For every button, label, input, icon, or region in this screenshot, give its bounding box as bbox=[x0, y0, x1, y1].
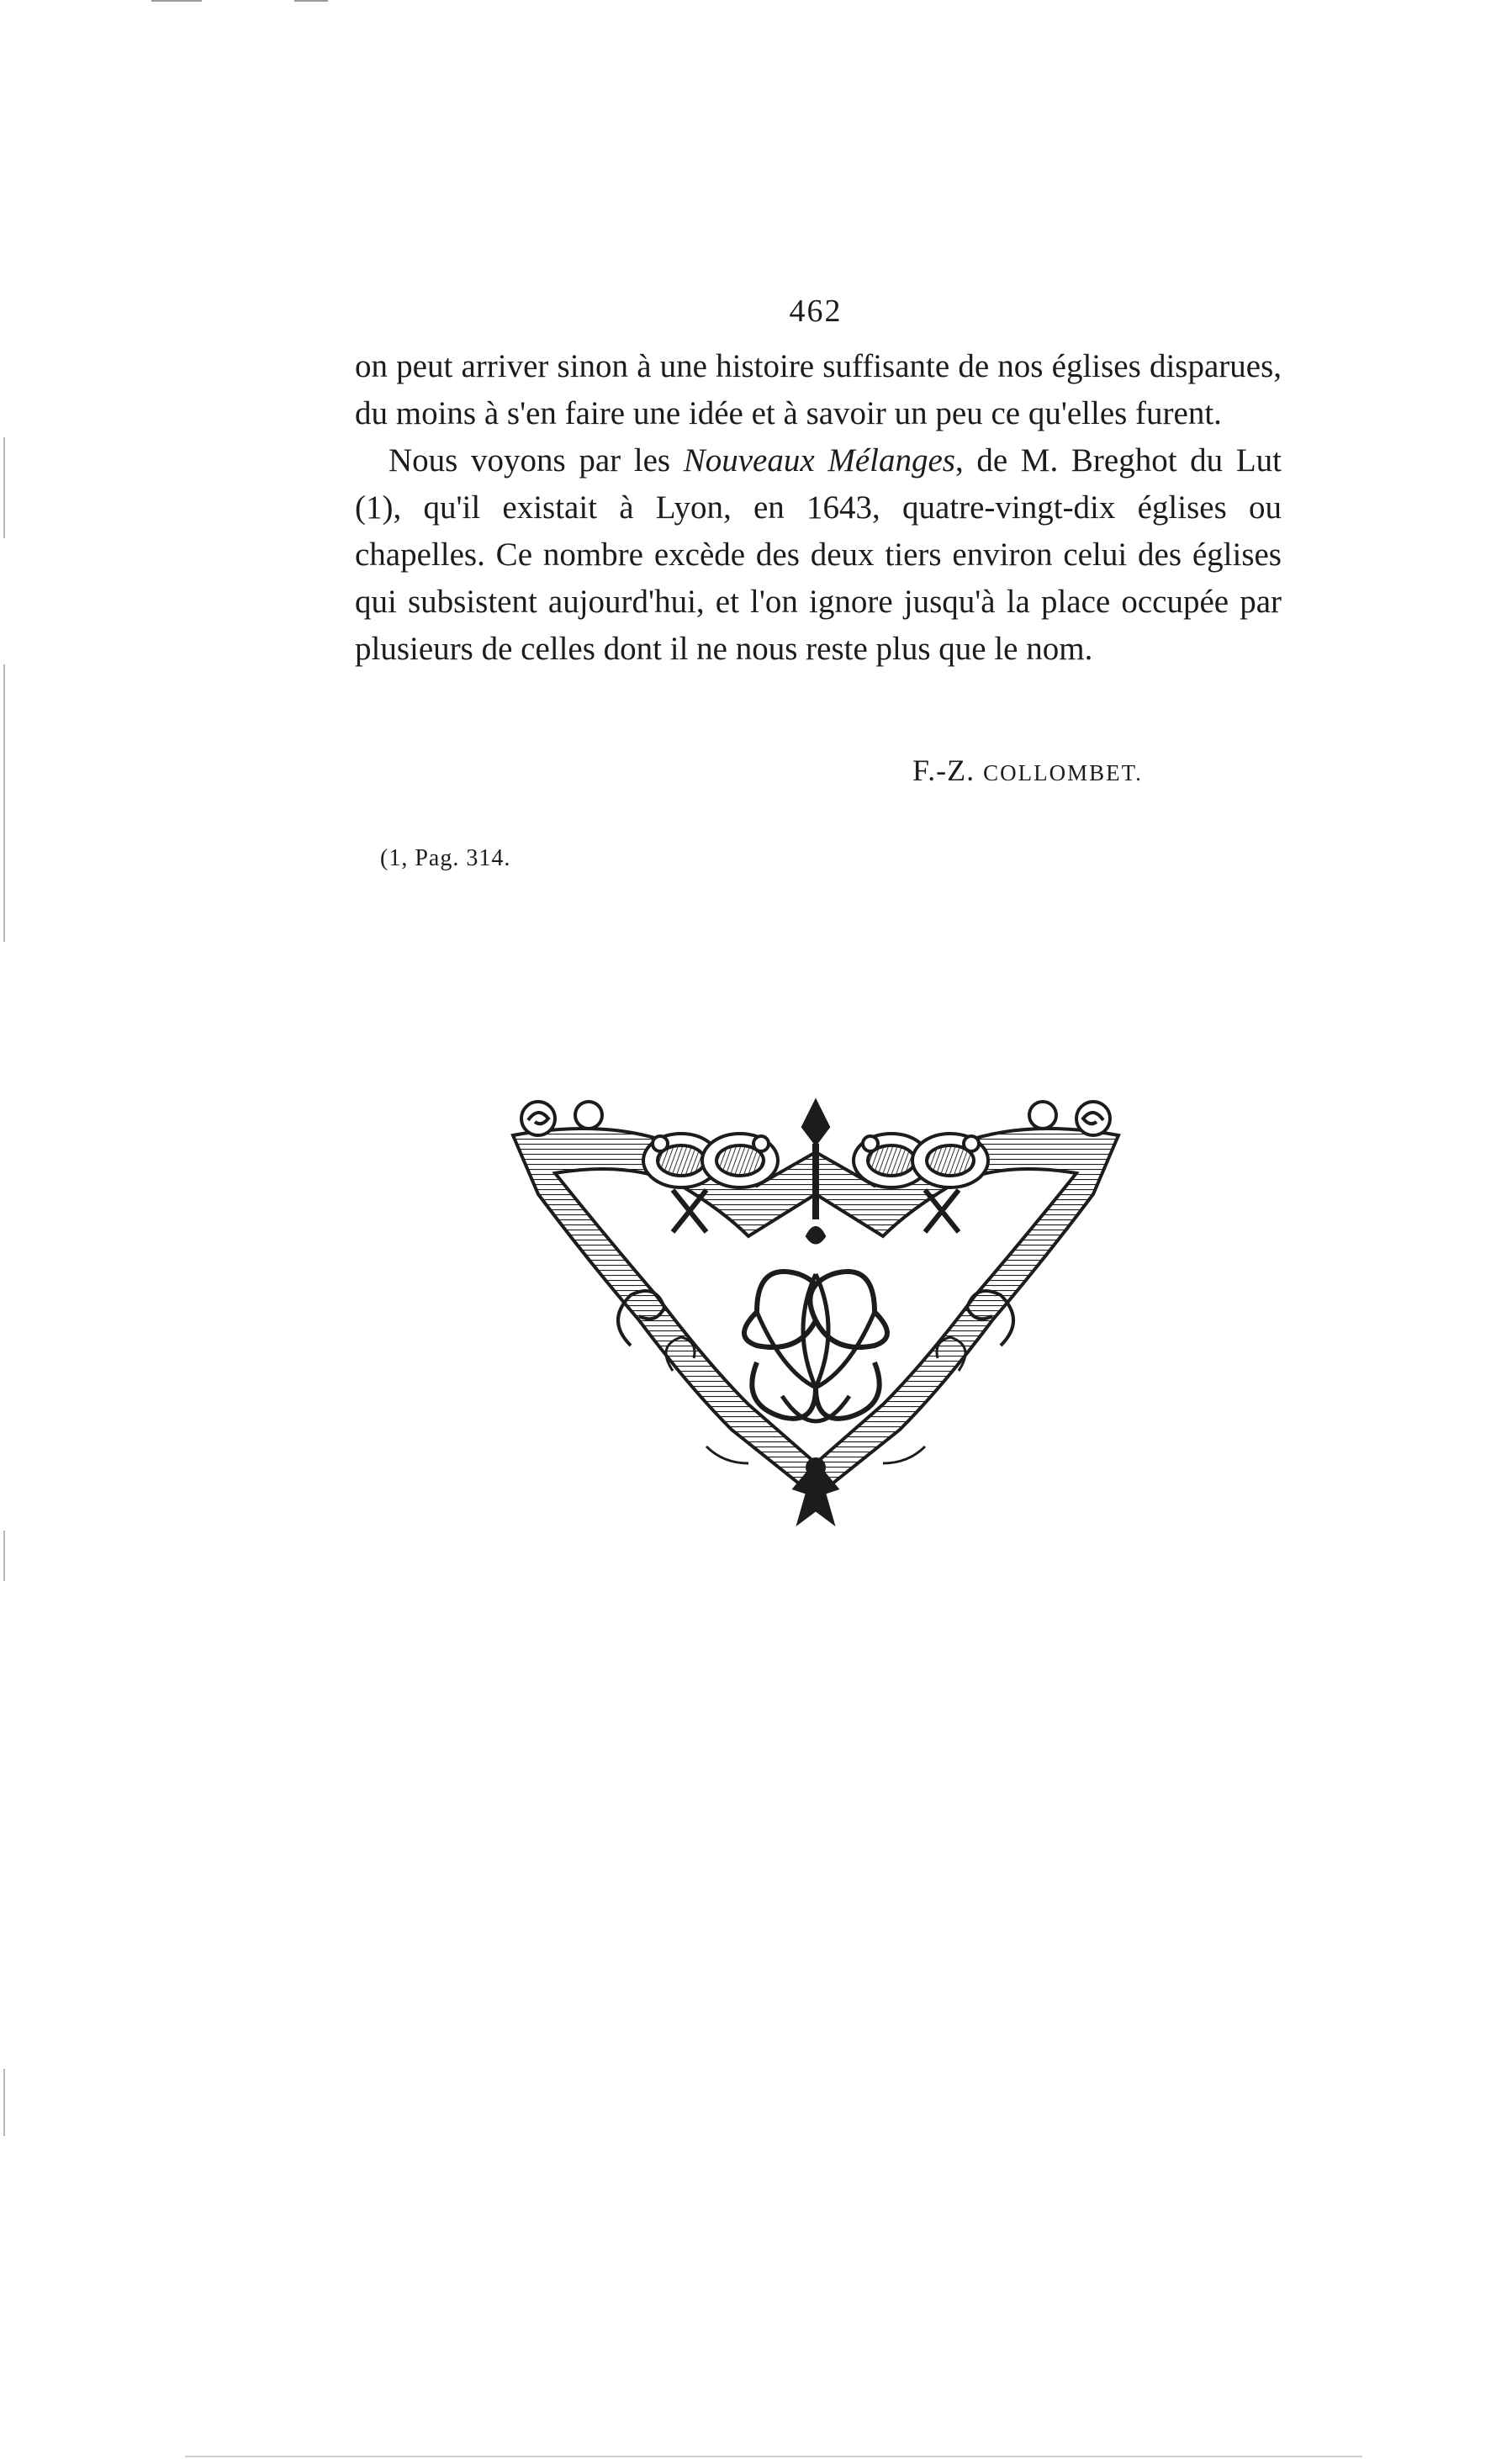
scan-edge-mark bbox=[151, 0, 202, 2]
scan-margin-line bbox=[3, 664, 5, 942]
body-text bbox=[355, 343, 1282, 673]
scan-edge-mark bbox=[185, 2456, 1362, 2457]
footnote: (1, Pag. 314. bbox=[380, 845, 511, 871]
paragraph-continuation: on peut arriver sinon à une histoire suffisante de nos églises disparues, du moins à s'en faire une idée et à savoir un peu ce qu'elles furent. bbox=[355, 348, 1282, 431]
scan-margin-line bbox=[3, 2069, 5, 2136]
paragraph-breghot bbox=[355, 437, 1282, 673]
author-signature bbox=[912, 753, 1249, 788]
scan-margin-line bbox=[3, 437, 5, 538]
scan-margin-line bbox=[3, 1531, 5, 1581]
scan-edge-mark bbox=[294, 0, 328, 2]
paragraph-text: Nous voyons par les bbox=[389, 442, 684, 479]
book-title-italic: Nouveaux Mélanges bbox=[683, 442, 955, 479]
page-number: 462 bbox=[789, 293, 843, 329]
signature-initials: F.-Z. bbox=[912, 754, 984, 787]
signature-surname: COLLOMBET. bbox=[983, 760, 1143, 785]
tailpiece-ornament-icon bbox=[505, 1093, 1127, 1531]
paragraph-text: , de M. Breghot du Lut (1), qu'il existait à Lyon, en 1643, quatre-vingt-dix églises ou chapelles. Ce nombre excède des deux tiers environ celui des églises qui subsistent aujourd'hui, et l'on ignore jusqu'à la place occupée par plusieurs de celles dont il ne nous reste plus que le nom. bbox=[355, 442, 1282, 667]
